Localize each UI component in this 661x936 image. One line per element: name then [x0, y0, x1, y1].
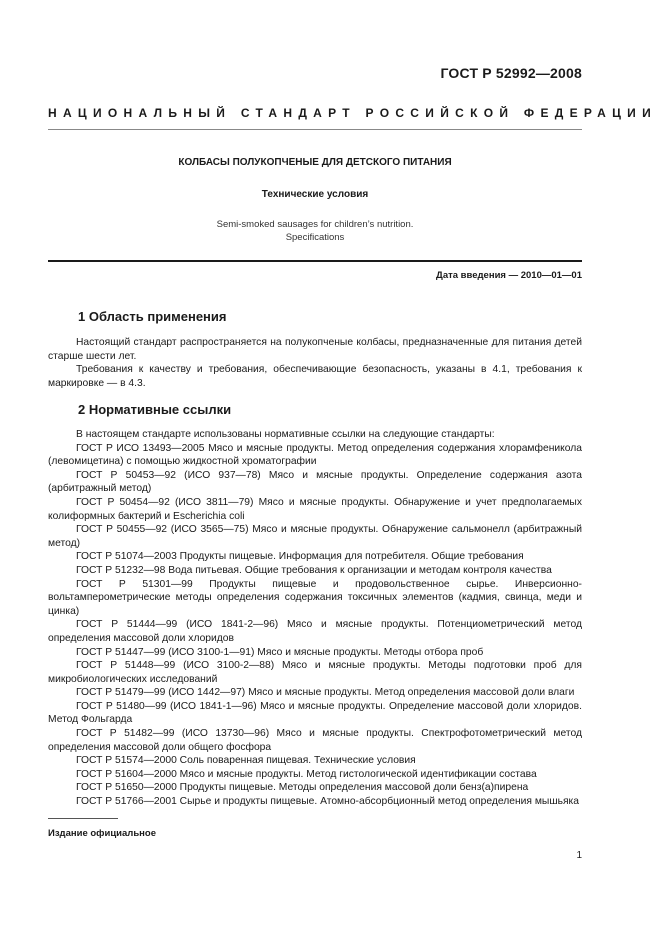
section-2-body	[48, 428, 582, 809]
english-title	[48, 218, 582, 244]
reference-item: ГОСТ Р 50453—92 (ИСО 937—78) Мясо и мясные продукты. Определение содержания азота (арбитражный метод)	[48, 469, 582, 495]
footer-divider	[48, 818, 118, 819]
reference-item: ГОСТ Р 51448—99 (ИСО 3100-2—88) Мясо и мясные продукты. Методы подготовки проб для микробиологических исследований	[48, 660, 582, 685]
section-2-heading: 2 Нормативные ссылки	[78, 402, 232, 417]
section-1-body	[48, 336, 582, 390]
introduction-date: Дата введения — 2010—01—01	[436, 270, 582, 281]
header-divider	[48, 129, 582, 130]
reference-item: ГОСТ Р 51479—99 (ИСО 1442—97) Мясо и мясные продукты. Метод определения массовой доли влаги	[76, 687, 575, 699]
reference-item: ГОСТ Р 50455—92 (ИСО 3565—75) Мясо и мясные продукты. Обнаружение сальмонелл (арбитражный метод)	[48, 524, 582, 549]
reference-item: ГОСТ Р 51574—2000 Соль поваренная пищевая. Технические условия	[76, 755, 416, 767]
reference-item: ГОСТ Р 51604—2000 Мясо и мясные продукты. Метод гистологической идентификации состава	[76, 768, 537, 780]
reference-item: ГОСТ Р 51650—2000 Продукты пищевые. Методы определения массовой доли бенз(а)пирена	[76, 782, 529, 794]
section-1-heading: 1 Область применения	[78, 309, 227, 324]
official-edition-label: Издание официальное	[48, 828, 156, 839]
reference-item: ГОСТ Р 51232—98 Вода питьевая. Общие требования к организации и методам контроля качества	[76, 564, 552, 576]
reference-item: ГОСТ Р ИСО 13493—2005 Мясо и мясные продукты. Метод определения содержания хлорамфеникола (левомицетина) с помощью жидкостной хроматографии	[48, 442, 582, 468]
national-standard-title: НАЦИОНАЛЬНЫЙ СТАНДАРТ РОССИЙСКОЙ ФЕДЕРАЦИИ	[48, 106, 658, 120]
section-1-paragraph: Требования к качеству и требования, обеспечивающие безопасность, указаны в 4.1, требования к маркировке — в 4.3.	[48, 364, 582, 389]
title-divider	[48, 260, 582, 262]
reference-item: ГОСТ Р 51444—99 (ИСО 1841-2—96) Мясо и мясные продукты. Потенциометрический метод определения массовой доли хлоридов	[48, 619, 582, 644]
standard-number: ГОСТ Р 52992—2008	[440, 65, 582, 81]
document-subtitle: Технические условия	[261, 189, 369, 200]
reference-item: ГОСТ Р 51447—99 (ИСО 3100-1—91) Мясо и мясные продукты. Методы отбора проб	[76, 646, 484, 658]
document-title: КОЛБАСЫ ПОЛУКОПЧЕНЫЕ ДЛЯ ДЕТСКОГО ПИТАНИЯ	[178, 157, 452, 168]
page-number: 1	[576, 850, 582, 861]
reference-item: ГОСТ Р 51482—99 (ИСО 13730—96) Мясо и мясные продукты. Спектрофотометрический метод определения массовой доли общего фосфора	[48, 728, 582, 753]
english-title-line-2: Specifications	[285, 232, 345, 243]
section-1-paragraph: Настоящий стандарт распространяется на полукопченые колбасы, предназначенные для питания детей старше шести лет.	[48, 337, 582, 362]
reference-item: ГОСТ Р 51766—2001 Сырье и продукты пищевые. Атомно-абсорбционный метод определения мышьяка	[76, 796, 579, 808]
english-title-line-1: Semi-smoked sausages for children’s nutrition.	[216, 219, 414, 230]
reference-item: ГОСТ Р 50454—92 (ИСО 3811—79) Мясо и мясные продукты. Обнаружение и учет предполагаемых колиформных бактерий и Escherichia coli	[48, 496, 582, 522]
reference-item: ГОСТ Р 51301—99 Продукты пищевые и продовольственное сырье. Инверсионно-вольтамперометрические методы определения содержания токсичных элементов (кадмия, свинца, меди и цинка)	[48, 578, 582, 617]
section-2-intro: В настоящем стандарте использованы нормативные ссылки на следующие стандарты:	[76, 429, 495, 440]
reference-item: ГОСТ Р 51074—2003 Продукты пищевые. Информация для потребителя. Общие требования	[76, 551, 524, 563]
reference-item: ГОСТ Р 51480—99 (ИСО 1841-1—96) Мясо и мясные продукты. Определение массовой доли хлоридов. Метод Фольгарда	[48, 700, 582, 726]
